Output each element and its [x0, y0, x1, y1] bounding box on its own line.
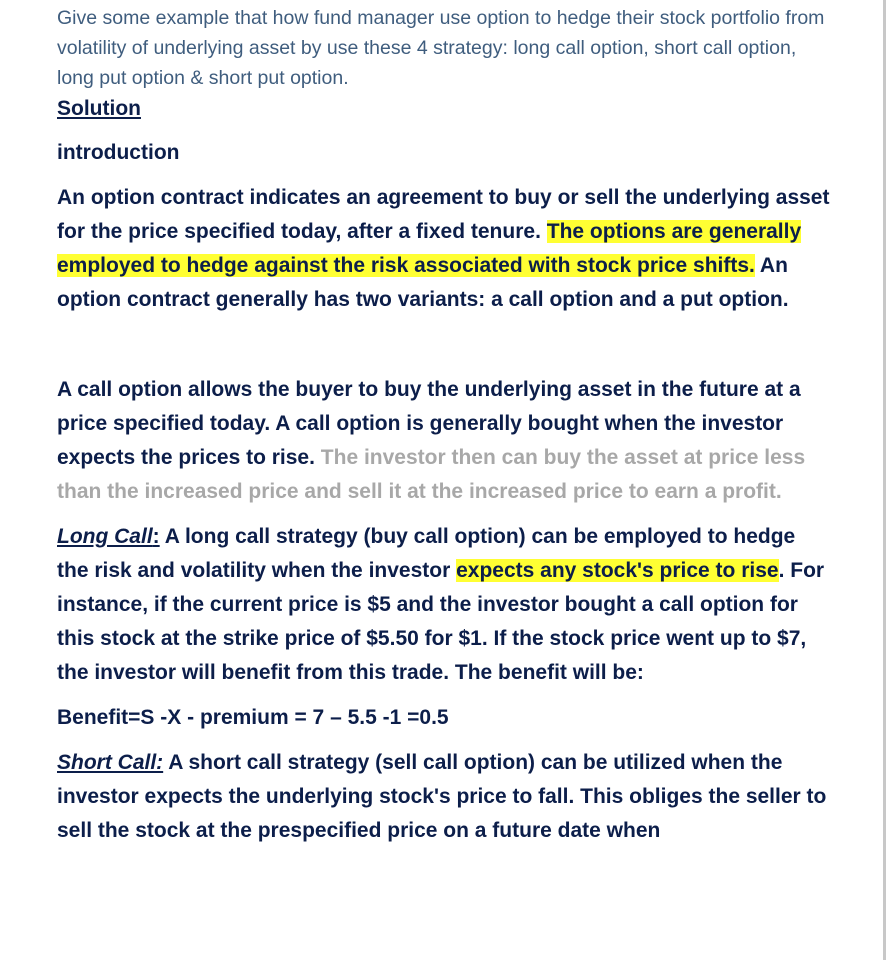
introduction-heading: introduction: [57, 141, 180, 164]
long-call-colon: :: [152, 525, 160, 548]
document-page: [57, 0, 832, 848]
call-option-faded-text: The investor then can buy the asset at price less than the increased price and sell it at the increased price to earn a profit.: [57, 446, 806, 503]
long-call-tail: . For instance, if the current price is $5 and the investor bought a call option for this stock at the strike price of $5.50 for $1. If the stock price went up to $7, the investor will benefit from this trade. The benefit will be:: [57, 559, 825, 684]
long-call-highlight: expects any stock's price to rise: [456, 559, 779, 582]
short-call-paragraph: [57, 746, 832, 848]
long-call-term: Long Call: [57, 525, 153, 548]
option-contract-highlight: The options are generally employed to hedge against the risk associated with stock price shifts.: [57, 220, 802, 277]
solution-heading: Solution: [57, 97, 141, 120]
call-option-text: A call option allows the buyer to buy the underlying asset in the future at a price specified today. A call option is generally bought when the investor expects the prices to rise.: [57, 378, 801, 469]
benefit-formula: Benefit=S -X - premium = 7 – 5.5 -1 =0.5: [57, 706, 449, 729]
option-contract-tail: An option contract generally has two variants: a call option and a put option.: [57, 254, 789, 311]
short-call-text: A short call strategy (sell call option) can be utilized when the investor expects the underlying stock's price to fall. This obliges the seller to sell the stock at the prespecified price on a future date when: [57, 751, 827, 842]
option-contract-lead: An option contract indicates an agreement to buy or sell the underlying asset for the price specified today, after a fixed tenure.: [57, 186, 830, 243]
long-call-lead: A long call strategy (buy call option) can be employed to hedge the risk and volatility when the investor: [57, 525, 796, 582]
short-call-term: Short Call:: [57, 751, 164, 774]
long-call-paragraph: [57, 520, 832, 690]
option-contract-paragraph: [57, 181, 832, 317]
question-text: Give some example that how fund manager use option to hedge their stock portfolio from volatility of underlying asset by use these 4 strategy: long call option, short call option, long put option & short put option.: [57, 7, 825, 89]
call-option-paragraph: [57, 373, 832, 509]
